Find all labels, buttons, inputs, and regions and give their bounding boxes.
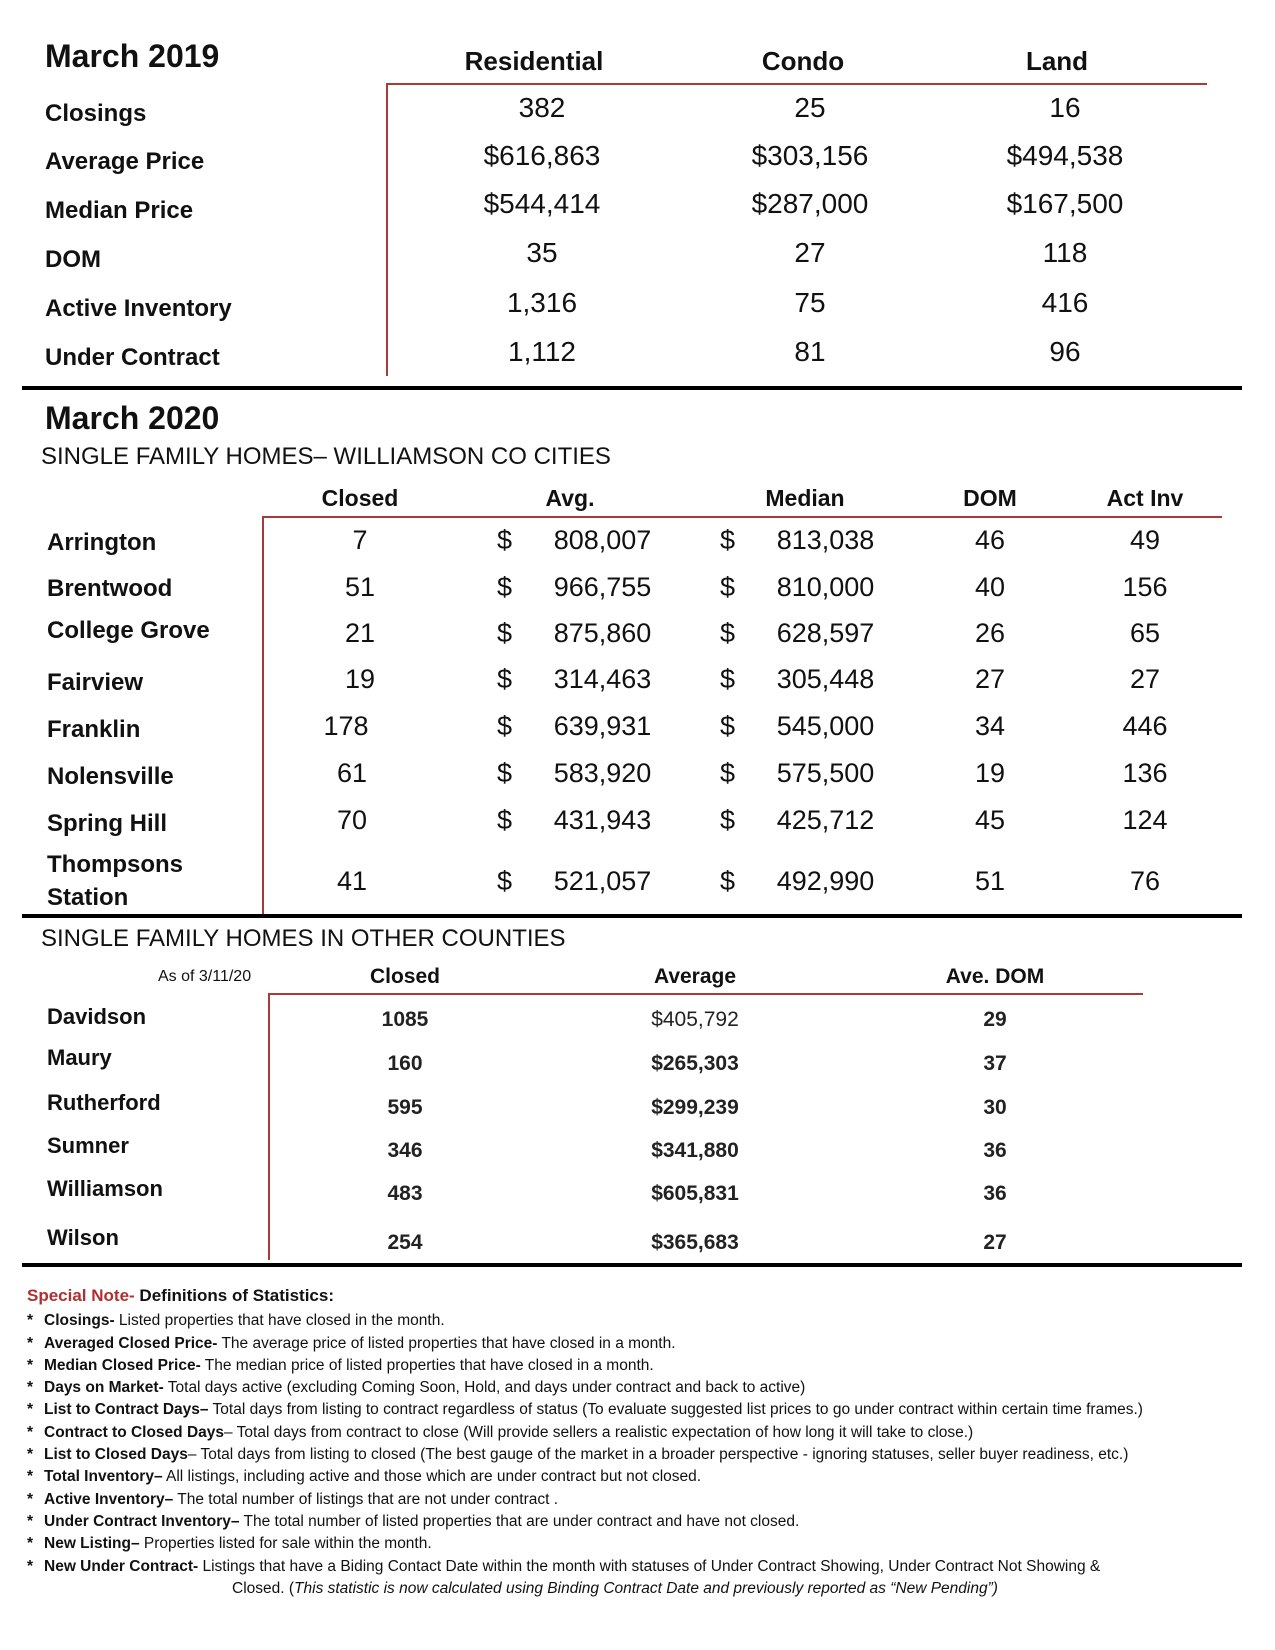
section-divider bbox=[22, 386, 1242, 390]
note-term: New Listing– bbox=[44, 1535, 140, 1553]
cell-dom: 51 bbox=[974, 866, 1006, 896]
cell-dom: 30 bbox=[983, 1096, 1007, 1119]
note-term: Active Inventory– bbox=[44, 1490, 174, 1508]
col-header-closed: Closed bbox=[369, 965, 440, 988]
note-text: Properties listed for sale within the month. bbox=[139, 1535, 432, 1553]
note-text: The total number of listed properties that are under contract and have not closed. bbox=[239, 1512, 800, 1530]
col-header-average: Average bbox=[653, 965, 737, 988]
cell-median: 810,000 bbox=[776, 572, 875, 602]
cell-avg: 875,860 bbox=[553, 618, 652, 648]
section2-title: March 2020 bbox=[45, 400, 220, 436]
note-text: Total days from listing to contract regardless of status (To evaluate suggested list prices to go under contract within certain time frames.) bbox=[208, 1401, 1143, 1419]
cell-act-inv: 124 bbox=[1122, 805, 1168, 835]
bullet-icon: * bbox=[27, 1312, 34, 1330]
note-term: Median Closed Price- bbox=[44, 1356, 201, 1374]
cell: 118 bbox=[1042, 237, 1088, 268]
county-label: Sumner bbox=[47, 1133, 129, 1158]
bullet-icon: * bbox=[27, 1557, 34, 1575]
note-text: – Total days from contract to close (Will provide sellers a realistic expectation of how long it will take to close.) bbox=[224, 1423, 974, 1441]
cell-act-inv: 156 bbox=[1122, 572, 1168, 602]
currency-symbol: $ bbox=[497, 572, 513, 602]
note-text: The median price of listed properties that have closed in a month. bbox=[200, 1356, 654, 1374]
cell-closed: 21 bbox=[344, 618, 376, 648]
cell-closed: 178 bbox=[323, 711, 369, 741]
note-term: Averaged Closed Price- bbox=[44, 1334, 218, 1352]
note-term: Contract to Closed Days bbox=[44, 1423, 225, 1441]
note-cont-text: Closed. ( bbox=[232, 1579, 295, 1597]
note-text: All listings, including active and those which are under contract but not closed. bbox=[162, 1468, 702, 1486]
cell-act-inv: 65 bbox=[1129, 618, 1161, 648]
cell-act-inv: 49 bbox=[1129, 525, 1161, 555]
bullet-icon: * bbox=[27, 1468, 34, 1486]
note-text: The average price of listed properties that have closed in a month. bbox=[217, 1334, 676, 1352]
cell: 16 bbox=[1049, 92, 1081, 123]
currency-symbol: $ bbox=[720, 711, 736, 741]
cell: 1,316 bbox=[506, 287, 578, 318]
cell: 35 bbox=[526, 237, 558, 268]
cell-dom: 36 bbox=[983, 1139, 1007, 1162]
cell-dom: 37 bbox=[983, 1052, 1007, 1075]
city-label: Franklin bbox=[47, 716, 141, 743]
section1-header-rule bbox=[386, 83, 1207, 85]
definitions-label: Definitions of Statistics: bbox=[134, 1286, 334, 1305]
note-item bbox=[27, 1511, 1252, 1533]
note-cont-italic: This statistic is now calculated using Binding Contract Date and previously reported as “New Pending”) bbox=[294, 1579, 998, 1597]
bullet-icon: * bbox=[27, 1535, 34, 1553]
cell-median: 545,000 bbox=[776, 711, 875, 741]
row-label: Under Contract bbox=[45, 344, 220, 371]
cell: 382 bbox=[518, 92, 566, 123]
cell-closed: 51 bbox=[344, 572, 376, 602]
note-item bbox=[27, 1444, 1252, 1466]
cell-dom: 34 bbox=[974, 711, 1006, 741]
col-header-dom: DOM bbox=[963, 485, 1017, 511]
col-header-land: Land bbox=[1025, 46, 1089, 76]
row-label: Active Inventory bbox=[45, 295, 232, 322]
bullet-icon: * bbox=[27, 1446, 34, 1464]
note-text: – Total days from listing to closed (The best gauge of the market in a broader perspective - ignoring statuses, seller buyer readiness, etc.) bbox=[187, 1446, 1129, 1464]
cell-dom: 46 bbox=[974, 525, 1006, 555]
note-term: Closings- bbox=[44, 1312, 115, 1330]
row-label: Closings bbox=[45, 100, 147, 127]
note-item bbox=[27, 1556, 1252, 1578]
currency-symbol: $ bbox=[497, 866, 513, 896]
cell-avg: 431,943 bbox=[553, 805, 652, 835]
city-label-line2: Station bbox=[47, 884, 129, 911]
note-text: Total days active (excluding Coming Soon, Hold, and days under contract and back to active) bbox=[163, 1379, 806, 1397]
as-of-date: As of 3/11/20 bbox=[158, 968, 252, 985]
county-label: Wilson bbox=[47, 1225, 119, 1250]
col-header-condo: Condo bbox=[761, 46, 845, 76]
cell-closed: 1085 bbox=[381, 1008, 429, 1031]
cell-median: 492,990 bbox=[776, 866, 875, 896]
col-header-closed: Closed bbox=[321, 485, 399, 511]
cell-average: $405,792 bbox=[651, 1008, 739, 1031]
cell: $287,000 bbox=[751, 188, 869, 219]
note-text: The total number of listings that are not under contract . bbox=[173, 1490, 559, 1508]
note-item bbox=[27, 1489, 1252, 1511]
currency-symbol: $ bbox=[497, 805, 513, 835]
currency-symbol: $ bbox=[497, 618, 513, 648]
currency-symbol: $ bbox=[720, 805, 736, 835]
cell: 416 bbox=[1041, 287, 1089, 318]
cell-act-inv: 27 bbox=[1129, 664, 1161, 694]
currency-symbol: $ bbox=[720, 525, 736, 555]
cell-average: $265,303 bbox=[651, 1052, 739, 1075]
cell: $167,500 bbox=[1006, 188, 1124, 219]
cell: 25 bbox=[794, 92, 826, 123]
currency-symbol: $ bbox=[497, 711, 513, 741]
cell-avg: 639,931 bbox=[553, 711, 652, 741]
special-note-label: Special Note- bbox=[27, 1286, 135, 1305]
cell-dom: 40 bbox=[974, 572, 1006, 602]
cell-avg: 314,463 bbox=[553, 664, 652, 694]
cell-closed: 595 bbox=[387, 1096, 423, 1119]
currency-symbol: $ bbox=[720, 618, 736, 648]
note-term: New Under Contract- bbox=[44, 1557, 199, 1575]
currency-symbol: $ bbox=[497, 664, 513, 694]
cell-act-inv: 76 bbox=[1129, 866, 1161, 896]
note-term: List to Contract Days– bbox=[44, 1401, 209, 1419]
cell-dom: 27 bbox=[974, 664, 1006, 694]
county-label: Williamson bbox=[47, 1176, 163, 1201]
cell: $303,156 bbox=[751, 140, 869, 171]
cell: 75 bbox=[794, 287, 826, 318]
cell-avg: 583,920 bbox=[553, 758, 652, 788]
cell-median: 628,597 bbox=[776, 618, 875, 648]
cell-closed: 254 bbox=[387, 1231, 423, 1254]
section3-title: SINGLE FAMILY HOMES IN OTHER COUNTIES bbox=[41, 925, 566, 952]
cell-avg: 808,007 bbox=[553, 525, 652, 555]
currency-symbol: $ bbox=[720, 664, 736, 694]
note-item bbox=[27, 1422, 1252, 1444]
note-item bbox=[27, 1333, 1252, 1355]
note-term: Days on Market- bbox=[44, 1379, 164, 1397]
note-term: Under Contract Inventory– bbox=[44, 1512, 240, 1530]
city-label: Arrington bbox=[47, 529, 157, 556]
row-label: Average Price bbox=[45, 148, 205, 175]
col-header-ave-dom: Ave. DOM bbox=[945, 965, 1045, 988]
note-item bbox=[27, 1399, 1252, 1421]
section2-divider bbox=[262, 516, 264, 916]
cell-average: $605,831 bbox=[651, 1182, 739, 1205]
note-item bbox=[27, 1355, 1252, 1377]
row-label: Median Price bbox=[45, 197, 194, 224]
cell-dom: 29 bbox=[983, 1008, 1007, 1031]
note-text: Listed properties that have closed in the month. bbox=[114, 1312, 445, 1330]
city-label: Nolensville bbox=[47, 763, 174, 790]
bullet-icon: * bbox=[27, 1334, 34, 1352]
cell: $544,414 bbox=[483, 188, 601, 219]
cell-median: 425,712 bbox=[776, 805, 875, 835]
currency-symbol: $ bbox=[720, 866, 736, 896]
cell-avg: 521,057 bbox=[553, 866, 652, 896]
city-label: College Grove bbox=[47, 617, 210, 644]
cell-act-inv: 446 bbox=[1122, 711, 1168, 741]
city-label: Thompsons bbox=[47, 851, 183, 878]
cell: $494,538 bbox=[1006, 140, 1124, 171]
currency-symbol: $ bbox=[720, 758, 736, 788]
section1-divider bbox=[386, 83, 388, 376]
note-term: Total Inventory– bbox=[44, 1468, 163, 1486]
cell-dom: 45 bbox=[974, 805, 1006, 835]
currency-symbol: $ bbox=[497, 525, 513, 555]
cell-closed: 41 bbox=[336, 866, 368, 896]
cell-average: $365,683 bbox=[651, 1231, 739, 1254]
cell-median: 813,038 bbox=[776, 525, 875, 555]
county-label: Maury bbox=[47, 1045, 112, 1070]
cell-dom: 19 bbox=[974, 758, 1006, 788]
cell-median: 305,448 bbox=[776, 664, 875, 694]
cell: 27 bbox=[794, 237, 826, 268]
cell-dom: 26 bbox=[974, 618, 1006, 648]
definitions-notes bbox=[27, 1285, 1252, 1600]
cell-dom: 36 bbox=[983, 1182, 1007, 1205]
cell-closed: 7 bbox=[352, 525, 368, 555]
cell-closed: 70 bbox=[336, 805, 368, 835]
note-continuation bbox=[27, 1578, 1252, 1600]
cell: 81 bbox=[794, 336, 826, 367]
cell-dom: 27 bbox=[983, 1231, 1007, 1254]
col-header-median: Median bbox=[765, 485, 845, 511]
cell-closed: 61 bbox=[336, 758, 368, 788]
section3-header-rule bbox=[268, 993, 1143, 995]
col-header-residential: Residential bbox=[464, 46, 604, 76]
cell-closed: 346 bbox=[387, 1139, 423, 1162]
bullet-icon: * bbox=[27, 1379, 34, 1397]
row-label: DOM bbox=[45, 246, 101, 273]
cell-average: $299,239 bbox=[651, 1096, 739, 1119]
note-term: List to Closed Days bbox=[44, 1446, 188, 1464]
city-label: Brentwood bbox=[47, 575, 173, 602]
section2-header-rule bbox=[262, 516, 1222, 518]
col-header-act-inv: Act Inv bbox=[1106, 485, 1184, 511]
notes-heading bbox=[27, 1285, 1252, 1307]
col-header-avg: Avg. bbox=[545, 485, 595, 511]
cell-act-inv: 136 bbox=[1122, 758, 1168, 788]
cell-median: 575,500 bbox=[776, 758, 875, 788]
cell-closed: 483 bbox=[387, 1182, 423, 1205]
section1-title: March 2019 bbox=[45, 38, 220, 74]
note-item bbox=[27, 1310, 1252, 1332]
section-divider bbox=[22, 1263, 1242, 1267]
section-divider bbox=[22, 914, 1242, 918]
bullet-icon: * bbox=[27, 1401, 34, 1419]
county-label: Davidson bbox=[47, 1004, 147, 1029]
cell: 96 bbox=[1049, 336, 1081, 367]
currency-symbol: $ bbox=[720, 572, 736, 602]
note-item bbox=[27, 1377, 1252, 1399]
bullet-icon: * bbox=[27, 1356, 34, 1374]
city-label: Fairview bbox=[47, 669, 144, 696]
currency-symbol: $ bbox=[497, 758, 513, 788]
county-label: Rutherford bbox=[47, 1090, 161, 1115]
bullet-icon: * bbox=[27, 1512, 34, 1530]
cell-average: $341,880 bbox=[651, 1139, 739, 1162]
cell-closed: 160 bbox=[387, 1052, 423, 1075]
bullet-icon: * bbox=[27, 1490, 34, 1508]
section3-divider bbox=[268, 993, 270, 1260]
cell: 1,112 bbox=[508, 336, 576, 367]
cell-closed: 19 bbox=[344, 664, 376, 694]
note-item bbox=[27, 1533, 1252, 1555]
note-item bbox=[27, 1466, 1252, 1488]
bullet-icon: * bbox=[27, 1423, 34, 1441]
section2-subtitle: SINGLE FAMILY HOMES– WILLIAMSON CO CITIES bbox=[41, 443, 611, 470]
note-text: Listings that have a Biding Contact Date within the month with statuses of Under Contract Showing, Under Contract Not Showing & bbox=[198, 1557, 1101, 1575]
cell-avg: 966,755 bbox=[553, 572, 652, 602]
city-label: Spring Hill bbox=[47, 810, 167, 837]
cell: $616,863 bbox=[483, 140, 601, 171]
